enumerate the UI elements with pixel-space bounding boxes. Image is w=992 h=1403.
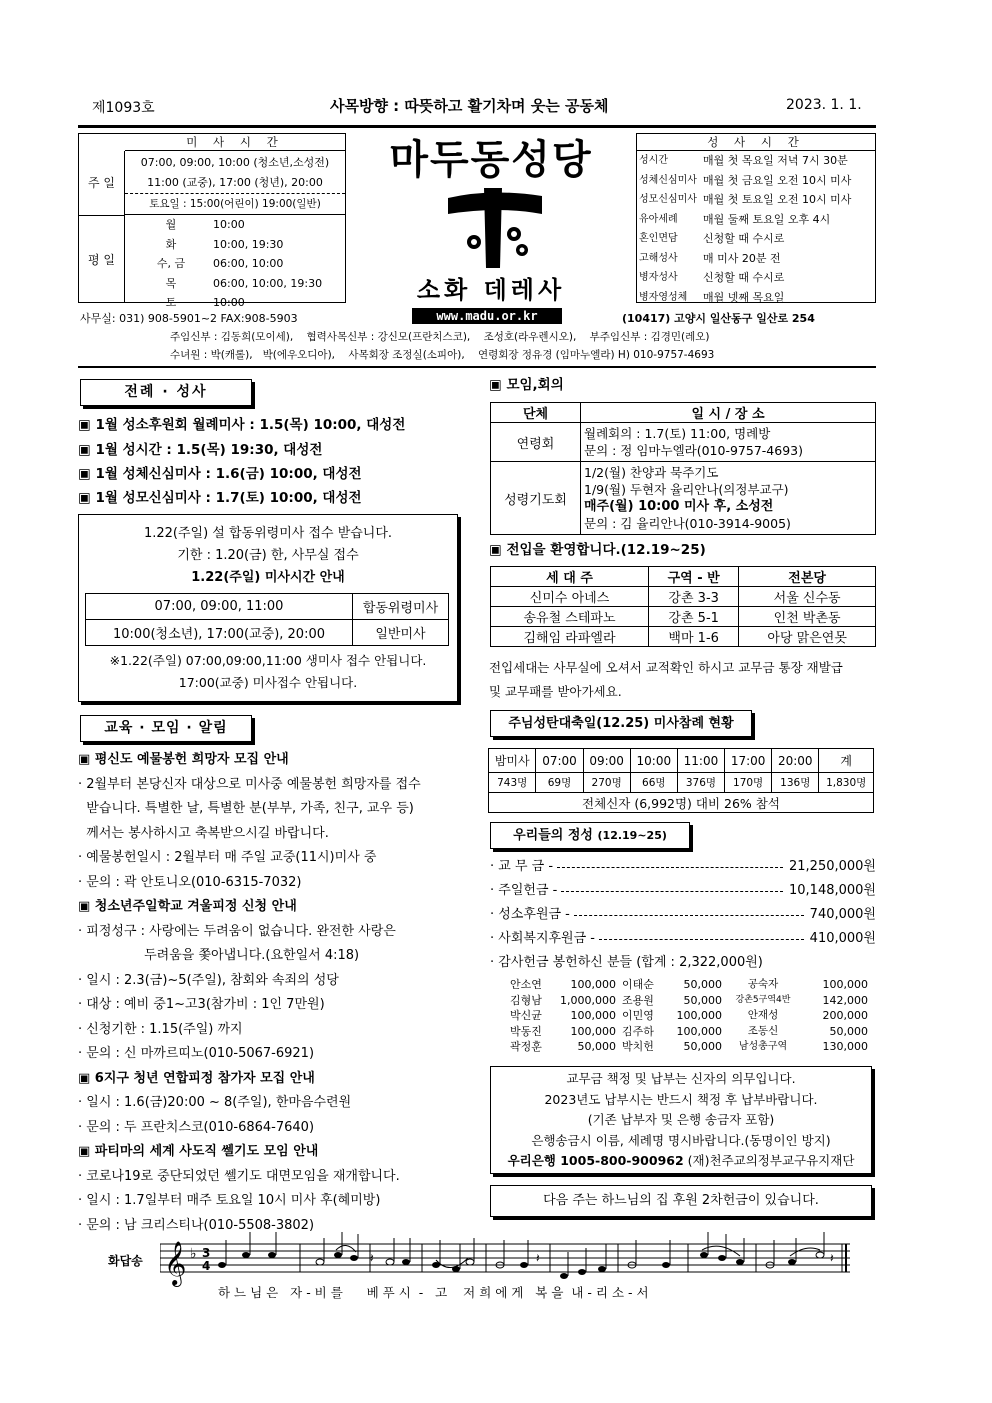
donor-name: 김형남 (510, 993, 542, 1007)
meeting-line: 1/9(월) 두현자 율리안나(의정부교구) (584, 482, 789, 497)
donor-name: 공숙자 (747, 978, 779, 990)
tithe-line: (기존 납부자 및 은행 송금자 포함) (587, 1112, 775, 1127)
group-name: 연령회 (491, 423, 581, 462)
tithe-notice-box (490, 1066, 872, 1174)
meeting-line: 문의 : 김 율리안나(010-3914-9005) (584, 516, 791, 531)
edu-line: · 문의 : 두 프란치스코(010-6864-7640) (78, 1119, 315, 1135)
issue-number: 제1093호 (92, 100, 155, 116)
donor-name: 곽정훈 (510, 1040, 542, 1053)
sacrament-row (637, 171, 851, 191)
donor-name: 박치헌 (622, 1040, 654, 1053)
sacrament-name: 고해성사 (639, 252, 678, 264)
psalm-lyrics: 하 느 님 은 자 - 비 를 베 푸 시 - 고 저 희 에 게 복 을 내 - 리 소 - 서 (218, 1285, 649, 1300)
sacrament-row (637, 249, 851, 269)
donor-amount: 100,000 (570, 978, 616, 991)
svg-text:♭: ♭ (190, 1246, 197, 1262)
memorial-type: 일반미사 (353, 620, 449, 646)
offering-label: · 주일헌금 - (490, 883, 558, 898)
weekday-day: 화 (165, 237, 177, 251)
previous-parish: 인천 박촌동 (739, 607, 876, 627)
liturgy-item: ▣ 1월 성시간 : 1.5(목) 19:30, 대성전 (78, 442, 323, 458)
mass-slot: 07:00 (536, 749, 583, 773)
saturday-line: 토요일 : 15:00(어린이) 19:00(일반) (125, 195, 345, 215)
svg-text:𝄞: 𝄞 (164, 1241, 187, 1285)
donor-row (510, 993, 868, 1009)
mass-slot: 11:00 (677, 749, 724, 773)
edu-line: · 문의 : 곽 안토니오(010-6315-7032) (78, 874, 302, 890)
donor-name: 이태순 (622, 978, 654, 991)
clergy-line: 주임신부 : 김동희(모이세), 협력사목신부 : 강신모(프란치스코), 조성호(라우렌시오), 부주임신부 : 김경민(레오) (170, 331, 710, 343)
attendance-count: 170명 (725, 773, 772, 793)
mass-times-box (78, 133, 346, 309)
liturgy-section-title: 전례 · 성사 (80, 379, 252, 406)
weekday-day: 토 (165, 296, 177, 309)
offering-amount: 21,250,000원 (789, 859, 876, 874)
memorial-schedule-title: 1.22(주일) 미사시간 안내 (191, 570, 345, 585)
edu-line: · 예물봉헌일시 : 2월부터 매 주일 교중(11시)미사 중 (78, 850, 377, 865)
weekday-day: 목 (165, 276, 177, 290)
offerings-title-box (490, 822, 690, 849)
edu-list (78, 748, 478, 1238)
donor-name: 조동신 (747, 1024, 779, 1037)
donor-amount: 100,000 (676, 1024, 722, 1038)
weekday-times: 10:00, 19:30 (213, 237, 284, 251)
memorial-mass-box (78, 514, 458, 702)
mass-times-title: 미 사 시 간 (125, 134, 345, 151)
household-head: 송유철 스테파노 (491, 607, 649, 627)
website-link[interactable]: www.madu.or.kr (412, 308, 562, 324)
memorial-type: 합동위령미사 (353, 594, 449, 620)
memorial-time: 07:00, 09:00, 11:00 (86, 594, 353, 620)
memorial-deadline: 기한 : 1.20(금) 한, 사무실 접수 (177, 548, 359, 563)
col-header: 일 시 / 장 소 (581, 403, 876, 423)
sacrament-row (637, 229, 851, 249)
attendance-count: 66명 (630, 773, 677, 793)
offerings-title: 우리들의 정성 (513, 828, 593, 843)
mass-slot: 17:00 (725, 749, 772, 773)
weekday-times: 10:00 (213, 218, 245, 231)
liturgy-item: ▣ 1월 성소후원회 월례미사 : 1.5(목) 10:00, 대성전 (78, 417, 406, 433)
edu-line: · 문의 : 남 크리스티나(010-5508-3802) (78, 1217, 315, 1233)
edu-heading: ▣ 파티마의 세계 사도직 쎌기도 모임 안내 (78, 1144, 319, 1159)
attendance-header (489, 749, 874, 773)
weekday-label: 평 일 (79, 215, 125, 303)
welcome-row (491, 587, 876, 607)
offering-label: · 사회복지후원금 - (490, 931, 595, 946)
edu-line: · 2월부터 본당신자 대상으로 미사중 예물봉헌 희망자를 접수 (78, 776, 421, 792)
donor-table (510, 977, 868, 1055)
meeting-line: 1/2(월) 찬양과 묵주기도 (584, 465, 719, 480)
attendance-count: 743명 (489, 773, 536, 793)
attendance-count: 69명 (536, 773, 583, 793)
donor-amount: 1,000,000 (560, 993, 616, 1007)
donor-name: 안재성 (747, 1009, 779, 1021)
memorial-time: 10:00(청소년), 17:00(교중), 20:00 (86, 620, 353, 646)
sacrament-desc: 매월 둘째 토요일 오후 4시 (703, 212, 831, 226)
sacrament-name: 성모신심미사 (639, 194, 697, 205)
pastoral-motto: 사목방향 : 따뜻하고 활기차며 웃는 공동체 (330, 97, 609, 115)
staff-line: 수녀원 : 박(캐롤), 박(에우오디아), 사목회장 조정실(소피아), 연령회장 정유경 (임마누엘라) H) 010-9757-4693 (170, 349, 715, 361)
divider (78, 366, 876, 368)
mass-slot: 09:00 (583, 749, 630, 773)
memorial-notice: 1.22(주일) 설 합동위령미사 접수 받습니다. (143, 526, 393, 541)
weekday-times: 10:00 (213, 296, 245, 309)
sacrament-row (637, 288, 851, 308)
sacrament-desc: 매월 넷째 목요일 (703, 290, 785, 304)
donor-amount: 50,000 (829, 1024, 868, 1038)
edu-line: · 일시 : 1.6(금)20:00 ~ 8(주일), 한마음수련원 (78, 1095, 352, 1110)
meeting-line: 문의 : 정 임마누엘라(010-9757-4693) (584, 443, 803, 458)
memorial-note: ※1.22(주일) 07:00,09:00,11:00 생미사 접수 안됩니다. (109, 653, 427, 668)
donor-name: 안소연 (510, 978, 542, 991)
weekday-row (139, 274, 322, 294)
meetings-title: ▣ 모임,회의 (489, 377, 564, 393)
sacrament-desc: 매월 첫 금요일 오전 10시 미사 (703, 173, 852, 187)
edu-line: · 일시 : 2.3(금)~5(주일), 참회와 속죄의 성당 (78, 972, 339, 988)
sacrament-desc: 신청할 때 수시로 (703, 271, 785, 284)
donor-amount: 130,000 (822, 1040, 868, 1053)
offering-label: · 교 무 금 - (490, 859, 554, 874)
donor-amount: 200,000 (822, 1009, 868, 1022)
donor-name: 남성총구역 (738, 1041, 788, 1052)
edu-heading: ▣ 청소년주일학교 겨울피정 신청 안내 (78, 899, 297, 914)
attendance-summary-row (489, 793, 874, 813)
welcome-title: ▣ 전입을 환영합니다.(12.19~25) (489, 542, 706, 558)
offerings-period: (12.19~25) (597, 829, 667, 842)
donor-row (510, 1024, 868, 1040)
parish-name: 마두동성당 (389, 137, 593, 183)
issue-date: 2023. 1. 1. (786, 97, 862, 113)
attendance-count: 1,830명 (819, 773, 874, 793)
offering-amount: 10,148,000원 (789, 883, 876, 898)
weekday-schedule (139, 215, 322, 313)
welcome-header (491, 567, 876, 587)
attendance-count: 270명 (583, 773, 630, 793)
offering-label: · 성소후원금 - (490, 907, 570, 922)
col-header: 구역 - 반 (649, 567, 739, 587)
memorial-table (85, 593, 449, 646)
sacrament-times-title: 성 사 시 간 (637, 134, 875, 151)
edu-line: · 문의 : 신 마까르띠노(010-5067-6921) (78, 1046, 315, 1061)
meetings-row (491, 423, 876, 462)
sacrament-times-box (636, 133, 876, 303)
edu-section-title: 교육 · 모임 · 알림 (80, 715, 252, 742)
edu-line: · 대상 : 예비 중1~고3(참가비 : 1인 7만원) (78, 997, 325, 1012)
bank-account-owner: (재)천주교의정부교구유지재단 (687, 1153, 855, 1168)
household-head: 김해임 라파엘라 (491, 627, 649, 647)
donor-amount: 50,000 (683, 978, 722, 991)
edu-line: · 신청기한 : 1.15(주일) 까지 (78, 1021, 243, 1037)
edu-line: 받습니다. 특별한 날, 특별한 분(부부, 가족, 친구, 교우 등) (78, 801, 414, 816)
weekday-row (139, 254, 322, 274)
sacrament-desc: 신청할 때 수시로 (703, 232, 785, 245)
sacrament-table (637, 151, 851, 307)
sunday-label: 주 일 (79, 151, 125, 215)
meeting-line: 매주(월) 10:00 미사 후, 소성전 (584, 499, 774, 514)
donor-amount: 100,000 (676, 1009, 722, 1022)
district: 강촌 5-1 (649, 607, 739, 627)
offering-amount: 740,000원 (809, 907, 876, 922)
sacrament-desc: 매월 첫 토요일 오전 10시 미사 (703, 193, 852, 206)
edu-line: 께서는 봉사하시고 축복받으시길 바랍니다. (78, 825, 329, 841)
christmas-title: 주님성탄대축일(12.25) 미사참례 현황 (490, 710, 752, 737)
svg-text:3: 3 (202, 1246, 211, 1260)
weekday-day: 월 (165, 218, 177, 231)
sunday-line-1: 07:00, 09:00, 10:00 (청소년,소성전) (140, 156, 330, 169)
memorial-row (86, 620, 449, 646)
liturgy-item: ▣ 1월 성체신심미사 : 1.6(금) 10:00, 대성전 (78, 466, 362, 482)
donor-row (510, 1008, 868, 1024)
meetings-header (491, 403, 876, 423)
attendance-count: 376명 (677, 773, 724, 793)
offering-row (490, 903, 876, 927)
donor-amount: 50,000 (683, 1040, 722, 1053)
edu-heading: ▣ 6지구 청년 연합피정 참가자 모집 안내 (78, 1070, 315, 1086)
welcome-row (491, 607, 876, 627)
offering-row (490, 927, 876, 951)
weekday-row (139, 215, 322, 235)
weekday-times: 06:00, 10:00, 19:30 (213, 276, 323, 290)
welcome-note: 전입세대는 사무실에 오셔서 교적확인 하시고 교무금 통장 재발급 (489, 660, 843, 675)
mass-slot: 10:00 (630, 749, 677, 773)
memorial-note: 17:00(교중) 미사접수 안됩니다. (178, 675, 358, 690)
sacrament-desc: 매 미사 20분 전 (703, 251, 781, 265)
weekday-times: 06:00, 10:00 (213, 257, 284, 270)
meetings-row (491, 462, 876, 535)
donor-name: 강촌5구역4반 (735, 994, 791, 1005)
attendance-table (488, 748, 874, 813)
cross-icon (430, 184, 560, 272)
mass-slot: 계 (819, 749, 874, 773)
sacrament-name: 병자영성체 (639, 291, 688, 303)
psalm-score (160, 1232, 856, 1288)
mass-slot: 밤미사 (489, 749, 536, 773)
second-collection-notice: 다음 주는 하느님의 집 후원 2차헌금이 있습니다. (490, 1185, 872, 1217)
offerings-list (490, 855, 876, 975)
attendance-values (489, 773, 874, 793)
edu-line: · 피정성구 : 사랑에는 두려움이 없습니다. 완전한 사랑은 (78, 923, 396, 939)
attendance-count: 136명 (772, 773, 819, 793)
mass-slot: 20:00 (772, 749, 819, 773)
sacrament-name: 성체신심미사 (639, 174, 697, 186)
svg-text:𝄽: 𝄽 (830, 1251, 834, 1265)
welcome-note: 및 교무패를 받아가세요. (489, 684, 622, 699)
sacrament-row (637, 268, 851, 288)
donor-name: 박신균 (510, 1009, 542, 1022)
donor-name: 김주하 (622, 1024, 654, 1038)
donor-amount: 142,000 (822, 993, 868, 1007)
weekday-row (139, 235, 322, 255)
sacrament-name: 유아세례 (639, 213, 678, 225)
memorial-row (86, 594, 449, 620)
donor-amount: 100,000 (822, 978, 868, 991)
edu-line: · 일시 : 1.7일부터 매주 토요일 10시 미사 후(혜미방) (78, 1193, 381, 1208)
sacrament-name: 병자성사 (639, 272, 678, 283)
group-name: 성령기도회 (491, 462, 581, 535)
sunday-line-2: 11:00 (교중), 17:00 (청년), 20:00 (125, 173, 345, 194)
offering-row (490, 879, 876, 903)
col-header: 세 대 주 (491, 567, 649, 587)
attendance-summary: 전체신자 (6,992명) 대비 26% 참석 (489, 793, 874, 813)
previous-parish: 서울 신수동 (739, 587, 876, 607)
parish-address: (10417) 고양시 일산동구 일산로 254 (622, 312, 815, 325)
edu-line: 두려움을 쫓아냅니다.(요한일서 4:18) (78, 948, 360, 963)
svg-text:4: 4 (202, 1259, 211, 1273)
office-contact: 사무실: 031) 908-5901~2 FAX:908-5903 (80, 312, 298, 325)
bank-account: 우리은행 1005-800-900962 (507, 1153, 684, 1168)
offering-amount: 410,000원 (809, 931, 876, 946)
donor-amount: 50,000 (577, 1040, 616, 1053)
sacrament-desc: 매월 첫 목요일 저녁 7시 30분 (703, 154, 848, 167)
sacrament-row (637, 190, 851, 210)
sacrament-name: 성시간 (639, 155, 668, 166)
tithe-line: 은행송금시 이름, 세례명 명시바랍니다.(동명이인 방지) (531, 1132, 831, 1148)
col-header: 단체 (491, 403, 581, 423)
thanks-offering-heading: · 감사헌금 봉헌하신 분들 (합계 : 2,322,000원) (490, 955, 763, 970)
sacrament-row (637, 151, 851, 171)
district: 강촌 3-3 (649, 587, 739, 607)
svg-text:𝄽: 𝄽 (370, 1251, 374, 1265)
district: 백마 1-6 (649, 627, 739, 647)
previous-parish: 아당 맑은연못 (739, 627, 876, 647)
donor-name: 박동진 (510, 1024, 542, 1038)
donor-name: 조용원 (622, 993, 654, 1007)
svg-text:𝄽: 𝄽 (536, 1251, 540, 1265)
meeting-line: 월례회의 : 1.7(토) 11:00, 명례방 (584, 426, 771, 441)
donor-amount: 100,000 (570, 1024, 616, 1038)
household-head: 신미수 아네스 (491, 587, 649, 607)
donor-row (510, 1039, 868, 1055)
welcome-table (490, 566, 876, 647)
col-header: 전본당 (739, 567, 876, 587)
donor-row (510, 977, 868, 993)
edu-line: · 코로나19로 중단되었던 쎌기도 대면모임을 재개합니다. (78, 1168, 400, 1184)
patron-saint: 소화 데레사 (416, 276, 566, 304)
liturgy-item: ▣ 1월 성모신심미사 : 1.7(토) 10:00, 대성전 (78, 490, 362, 506)
tithe-line: 2023년도 납부시는 반드시 책정 후 납부바랍니다. (544, 1091, 818, 1107)
donor-amount: 50,000 (683, 993, 722, 1007)
edu-heading: ▣ 평신도 예물봉헌 희망자 모집 안내 (78, 752, 289, 767)
sacrament-name: 혼인면담 (639, 233, 678, 244)
sacrament-row (637, 210, 851, 230)
tithe-line: 교무금 책정 및 납부는 신자의 의무입니다. (566, 1071, 796, 1086)
meetings-table (490, 402, 876, 535)
psalm-label: 화답송 (108, 1254, 143, 1268)
welcome-row (491, 627, 876, 647)
weekday-day: 수, 금 (156, 257, 186, 270)
offering-row (490, 855, 876, 879)
donor-name: 이민영 (622, 1009, 654, 1022)
donor-amount: 100,000 (570, 1009, 616, 1022)
